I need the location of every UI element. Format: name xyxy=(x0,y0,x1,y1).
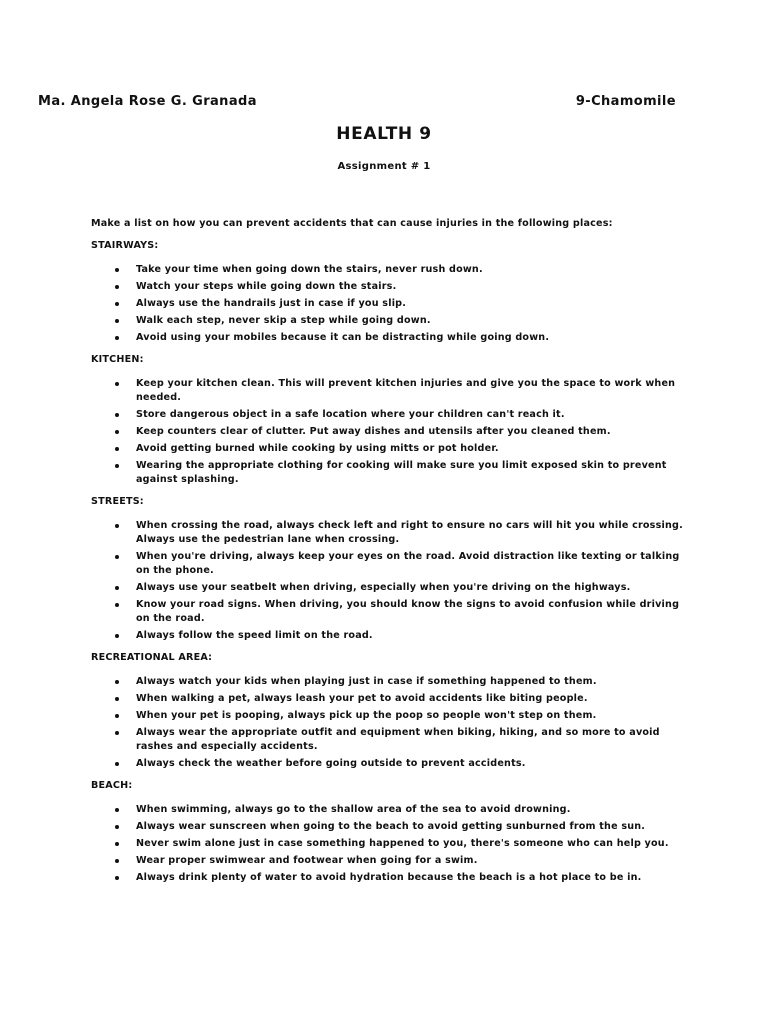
assignment-content xyxy=(91,217,691,893)
student-section: 9-Chamomile xyxy=(575,94,676,109)
list-item xyxy=(91,726,691,754)
list-item-text: Watch your steps while going down the stairs. xyxy=(136,281,397,292)
bullet-icon xyxy=(115,714,119,718)
section-list xyxy=(91,803,691,885)
list-item-text: Always drink plenty of water to avoid hydration because the beach is a hot place to be in. xyxy=(136,872,642,883)
list-item xyxy=(91,803,691,817)
section-list xyxy=(91,377,691,487)
list-item-text: Never swim alone just in case something happened to you, there's someone who can help you. xyxy=(136,838,669,849)
bullet-icon xyxy=(115,382,119,386)
bullet-icon xyxy=(115,697,119,701)
list-item xyxy=(91,331,691,345)
bullet-icon xyxy=(115,524,119,528)
list-item-text: Store dangerous object in a safe location where your children can't reach it. xyxy=(136,409,565,420)
list-item xyxy=(91,757,691,771)
sections-container xyxy=(91,239,691,885)
section-title: KITCHEN: xyxy=(91,354,144,365)
section-list xyxy=(91,263,691,345)
list-item xyxy=(91,675,691,689)
bullet-icon xyxy=(115,825,119,829)
bullet-icon xyxy=(115,555,119,559)
list-item-text: Keep your kitchen clean. This will prevent kitchen injuries and give you the space to work when needed. xyxy=(136,378,676,403)
list-item-text: Always check the weather before going outside to prevent accidents. xyxy=(136,758,526,769)
bullet-icon xyxy=(115,268,119,272)
list-item-text: Avoid getting burned while cooking by using mitts or pot holder. xyxy=(136,443,499,454)
bullet-icon xyxy=(115,447,119,451)
list-item xyxy=(91,871,691,885)
list-item xyxy=(91,581,691,595)
page-title: HEALTH 9 xyxy=(336,124,432,144)
bullet-icon xyxy=(115,586,119,590)
bullet-icon xyxy=(115,808,119,812)
list-item xyxy=(91,442,691,456)
list-item xyxy=(91,459,691,487)
bullet-icon xyxy=(115,762,119,766)
list-item xyxy=(91,314,691,328)
section-list xyxy=(91,519,691,643)
list-item-text: When your pet is pooping, always pick up the poop so people won't step on them. xyxy=(136,710,597,721)
list-item xyxy=(91,550,691,578)
bullet-icon xyxy=(115,859,119,863)
list-item-text: Wearing the appropriate clothing for cooking will make sure you limit exposed skin to prevent against splashing. xyxy=(136,460,667,485)
list-item-text: Keep counters clear of clutter. Put away dishes and utensils after you cleaned them. xyxy=(136,426,611,437)
list-item-text: Know your road signs. When driving, you should know the signs to avoid confusion while driving on the road. xyxy=(136,599,680,624)
section-list xyxy=(91,675,691,771)
list-item xyxy=(91,425,691,439)
bullet-icon xyxy=(115,731,119,735)
list-item xyxy=(91,377,691,405)
bullet-icon xyxy=(115,302,119,306)
bullet-icon xyxy=(115,876,119,880)
bullet-icon xyxy=(115,413,119,417)
list-item-text: Always follow the speed limit on the road. xyxy=(136,630,373,641)
list-item xyxy=(91,297,691,311)
list-item-text: Always use the handrails just in case if you slip. xyxy=(136,298,407,309)
assignment-subtitle: Assignment # 1 xyxy=(337,161,431,172)
list-item xyxy=(91,519,691,547)
list-item-text: Walk each step, never skip a step while going down. xyxy=(136,315,431,326)
list-item-text: When walking a pet, always leash your pet to avoid accidents like biting people. xyxy=(136,693,588,704)
list-item xyxy=(91,629,691,643)
list-item-text: Take your time when going down the stairs, never rush down. xyxy=(136,264,483,275)
list-item xyxy=(91,854,691,868)
bullet-icon xyxy=(115,680,119,684)
list-item xyxy=(91,709,691,723)
list-item xyxy=(91,820,691,834)
list-item xyxy=(91,263,691,277)
list-item-text: Always wear the appropriate outfit and equipment when biking, hiking, and so more to avoid rashes and especially accidents. xyxy=(136,727,660,752)
list-item-text: When swimming, always go to the shallow area of the sea to avoid drowning. xyxy=(136,804,571,815)
bullet-icon xyxy=(115,634,119,638)
list-item-text: Always wear sunscreen when going to the beach to avoid getting sunburned from the sun. xyxy=(136,821,646,832)
list-item xyxy=(91,692,691,706)
list-item-text: Wear proper swimwear and footwear when going for a swim. xyxy=(136,855,478,866)
header-row xyxy=(38,94,676,109)
intro-text: Make a list on how you can prevent accidents that can cause injuries in the following places: xyxy=(91,218,613,229)
bullet-icon xyxy=(115,430,119,434)
list-item-text: When you're driving, always keep your eyes on the road. Avoid distraction like texting or talking on the phone. xyxy=(136,551,680,576)
bullet-icon xyxy=(115,285,119,289)
bullet-icon xyxy=(115,842,119,846)
list-item-text: When crossing the road, always check left and right to ensure no cars will hit you while crossing. Always use the pedestrian lane when crossing. xyxy=(136,520,683,545)
section-title: BEACH: xyxy=(91,780,133,791)
section-title: STAIRWAYS: xyxy=(91,240,159,251)
bullet-icon xyxy=(115,464,119,468)
section-title: STREETS: xyxy=(91,496,144,507)
list-item-text: Avoid using your mobiles because it can be distracting while going down. xyxy=(136,332,550,343)
bullet-icon xyxy=(115,336,119,340)
list-item xyxy=(91,837,691,851)
bullet-icon xyxy=(115,603,119,607)
list-item-text: Always use your seatbelt when driving, especially when you're driving on the highways. xyxy=(136,582,631,593)
list-item xyxy=(91,408,691,422)
bullet-icon xyxy=(115,319,119,323)
list-item-text: Always watch your kids when playing just in case if something happened to them. xyxy=(136,676,597,687)
student-name: Ma. Angela Rose G. Granada xyxy=(38,94,257,109)
list-item xyxy=(91,598,691,626)
list-item xyxy=(91,280,691,294)
section-title: RECREATIONAL AREA: xyxy=(91,652,213,663)
